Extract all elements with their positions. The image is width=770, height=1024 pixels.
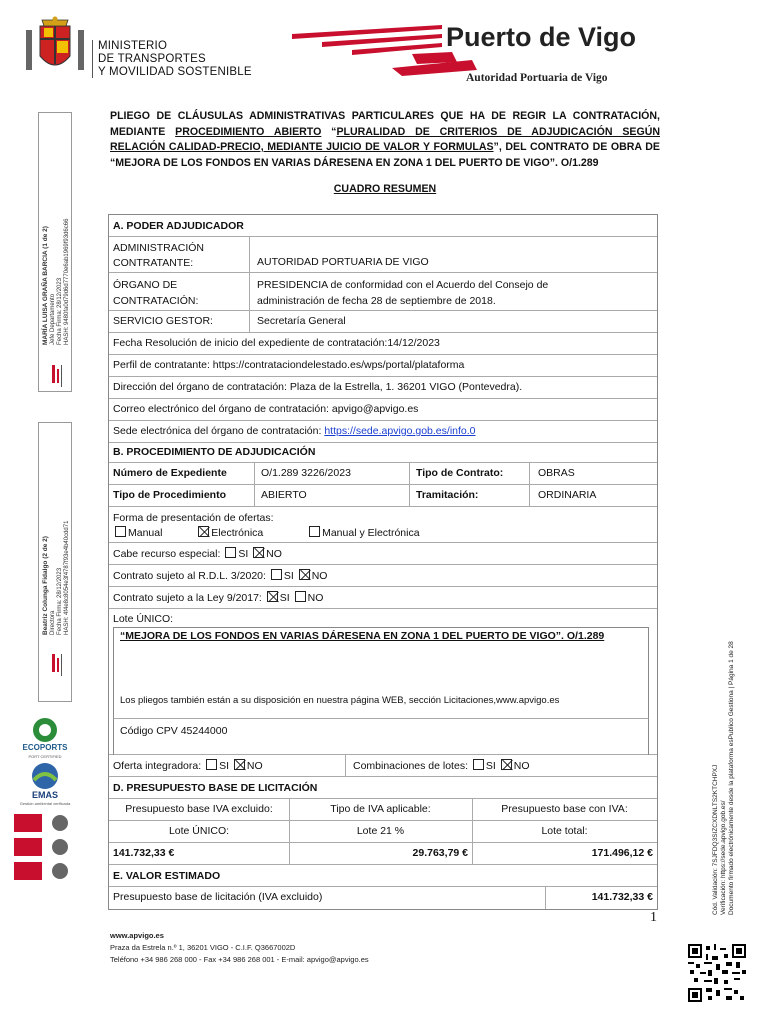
iso-cert-logo-2-icon xyxy=(14,838,76,856)
oferta-integradora: Oferta integradora: SI NO xyxy=(113,760,263,772)
num-exp-label: Número de Expediente xyxy=(113,467,227,479)
qr-code-icon xyxy=(688,944,746,1002)
section-b-heading: B. PROCEDIMIENTO DE ADJUDICACIÓN xyxy=(113,446,316,458)
lote-total-label: Lote total: xyxy=(541,825,588,837)
summary-table xyxy=(108,214,658,910)
page-number: 1 xyxy=(650,910,657,925)
combinaciones-lotes: Combinaciones de lotes: SI NO xyxy=(353,760,530,772)
correo-organo: Correo electrónico del órgano de contratación: apvigo@apvigo.es xyxy=(113,403,419,415)
adm-value: AUTORIDAD PORTUARIA DE VIGO xyxy=(257,256,429,268)
lote-21-label: Lote 21 % xyxy=(356,825,405,837)
sujeto-rdl: Contrato sujeto al R.D.L. 3/2020: SI NO xyxy=(113,570,328,582)
presupuesto-con-iva: 171.496,12 € xyxy=(591,847,653,859)
section-d-heading: D. PRESUPUESTO BASE DE LICITACIÓN xyxy=(113,782,318,794)
section-a-heading: A. PODER ADJUDICADOR xyxy=(113,220,244,232)
ecoports-logo-icon xyxy=(14,716,76,760)
org-label: ÓRGANO DE CONTRATACIÓN: xyxy=(113,279,199,307)
sede-electronica: Sede electrónica del órgano de contratación: https://sede.apvigo.gob.es/info.0 xyxy=(113,425,476,437)
document-title: PLIEGO DE CLÁUSULAS ADMINISTRATIVAS PARTICULARES QUE HA DE REGIR LA CONTRATACIÓN, MEDIANTE PROCEDIMIENTO ABIERTO “PLURALIDAD DE CRITERIOS DE ADJUDICACIÓN SEGÚN RELACIÓN CALIDAD-PRECIO, MEDIANTE JUICIO DE VALOR Y FORMULAS”, DEL CONTRATO DE OBRA DE “MEJORA DE LOS FONDOS EN VARIAS DÁRESENA EN ZONA 1 DEL PUERTO DE VIGO”. O/1.289 xyxy=(110,110,661,169)
lote-unico-label: Lote ÚNICO: xyxy=(168,825,230,837)
pliegos-note: Los pliegos también están a su disposición en nuestra página WEB, sección Licitaciones,www.apvigo.es xyxy=(120,695,560,706)
lote-block xyxy=(109,609,657,755)
lote-title: “MEJORA DE LOS FONDOS EN VARIAS DÁRESENA EN ZONA 1 DEL PUERTO DE VIGO”. O/1.289 xyxy=(120,630,605,642)
checkbox-recurso-no[interactable] xyxy=(253,547,264,558)
tipo-proc-value: ABIERTO xyxy=(261,489,307,501)
checkbox-oferta-si[interactable] xyxy=(206,759,217,770)
port-subtitle: Autoridad Portuaria de Vigo xyxy=(466,72,608,84)
port-title: Puerto de Vigo xyxy=(446,22,637,52)
sede-link[interactable]: https://sede.apvigo.gob.es/info.0 xyxy=(324,425,476,437)
checkbox-combinaciones-no[interactable] xyxy=(501,759,512,770)
signer-2: Beatriz Colunga Fidalgo (2 de 2) Directora Fecha Firma: 28/12/2023 HASH: 4f4e8c8054e3f4787f93e4b40cdd71 xyxy=(42,520,70,635)
checkbox-ley-no[interactable] xyxy=(295,591,306,602)
svg-text:ECOPORTS: ECOPORTS xyxy=(22,743,68,752)
port-mini-logo-icon xyxy=(48,652,68,682)
spanish-coat-of-arms-icon xyxy=(20,16,90,80)
perfil-contratante: Perfil de contratante: https://contrataciondelestado.es/wps/portal/plataforma xyxy=(113,359,465,371)
footer-phone: Teléfono +34 986 268 000 - Fax +34 986 268 001 - E-mail: apvigo@apvigo.es xyxy=(110,955,369,964)
checkbox-oferta-no[interactable] xyxy=(234,759,245,770)
serv-value: Secretaría General xyxy=(257,315,346,327)
col-iva-incluido: Presupuesto base con IVA: xyxy=(501,803,628,815)
section-e-heading: E. VALOR ESTIMADO xyxy=(113,870,221,882)
tipo-proc-label: Tipo de Procedimiento xyxy=(113,489,226,501)
svg-text:EMAS: EMAS xyxy=(31,790,59,800)
fecha-resolucion: Fecha Resolución de inicio del expediente de contratación:14/12/2023 xyxy=(113,337,440,349)
verification-strip: Cód. Validación: 7SJFDQ3SIZCXDNLTS2KTCHPXJ Verificación: https://sede.apvigo.gob.es/ Documento firmado electrónicamente desde la plataforma esPublico Gestiona | Página 1 de 28 xyxy=(712,641,735,915)
ministry-name: MINISTERIO DE TRANSPORTES Y MOVILIDAD SOSTENIBLE xyxy=(98,40,252,79)
iso-cert-logo-1-icon xyxy=(14,814,76,832)
lote-label: Lote ÚNICO: xyxy=(113,613,174,625)
cpv-code: Código CPV 45244000 xyxy=(120,725,228,737)
signer-1: MARÍA LUISA GRAÑA BARCIA (1 de 2) Jefe Departamento Fecha Firma: 28/12/2023 HASH: 9480fa0d79d6d7770e6ab1969f93d6c66 xyxy=(42,218,70,345)
checkbox-ley-si[interactable] xyxy=(267,591,278,602)
svg-text:Gestión ambiental verificada: Gestión ambiental verificada xyxy=(19,801,71,806)
checkbox-rdl-si[interactable] xyxy=(271,569,282,580)
cuadro-resumen-heading: CUADRO RESUMEN xyxy=(333,183,437,195)
checkbox-electronica[interactable] xyxy=(198,526,209,537)
emas-logo-icon xyxy=(14,760,76,808)
checkbox-manual-electronica[interactable] xyxy=(309,526,320,537)
direccion-organo: Dirección del órgano de contratación: Plaza de la Estrella, 1. 36201 VIGO (Pontevedra). xyxy=(113,381,523,393)
valor-estimado-value: 141.732,33 € xyxy=(591,891,653,903)
forma-presentacion: Forma de presentación de ofertas: Manual Electrónica Manual y Electrónica xyxy=(113,512,420,539)
tipo-contrato-label: Tipo de Contrato: xyxy=(416,467,504,479)
col-iva-excluido: Presupuesto base IVA excluido: xyxy=(125,803,273,815)
tramitacion-label: Tramitación: xyxy=(416,489,479,501)
recurso-especial: Cabe recurso especial: SI NO xyxy=(113,548,282,560)
tramitacion-value: ORDINARIA xyxy=(538,489,597,501)
importe-iva: 29.763,79 € xyxy=(412,847,468,859)
presupuesto-sin-iva: 141.732,33 € xyxy=(113,847,175,859)
checkbox-combinaciones-si[interactable] xyxy=(473,759,484,770)
checkbox-recurso-si[interactable] xyxy=(225,547,236,558)
adm-label: ADMINISTRACIÓN CONTRATANTE: xyxy=(113,242,205,269)
num-exp-value: O/1.289 3226/2023 xyxy=(261,467,351,479)
serv-label: SERVICIO GESTOR: xyxy=(113,315,213,327)
footer-web[interactable]: www.apvigo.es xyxy=(110,931,164,940)
port-mini-logo-icon xyxy=(48,363,68,393)
checkbox-rdl-no[interactable] xyxy=(299,569,310,580)
valor-estimado-label: Presupuesto base de licitación (IVA excluido) xyxy=(113,891,323,903)
iso-cert-logo-3-icon xyxy=(14,862,76,880)
footer xyxy=(110,930,369,966)
col-tipo-iva: Tipo de IVA aplicable: xyxy=(330,803,431,815)
footer-address: Praza da Estrela n.º 1, 36201 VIGO - C.I.F. Q3667002D xyxy=(110,943,296,952)
org-value: PRESIDENCIA de conformidad con el Acuerdo del Consejo de administración de fecha 28 de septiembre de 2018. xyxy=(257,279,549,307)
svg-text:PORT CERTIFIED: PORT CERTIFIED xyxy=(28,754,62,759)
sujeto-ley: Contrato sujeto a la Ley 9/2017: SI NO xyxy=(113,592,324,604)
checkbox-manual[interactable] xyxy=(115,526,126,537)
tipo-contrato-value: OBRAS xyxy=(538,467,575,479)
